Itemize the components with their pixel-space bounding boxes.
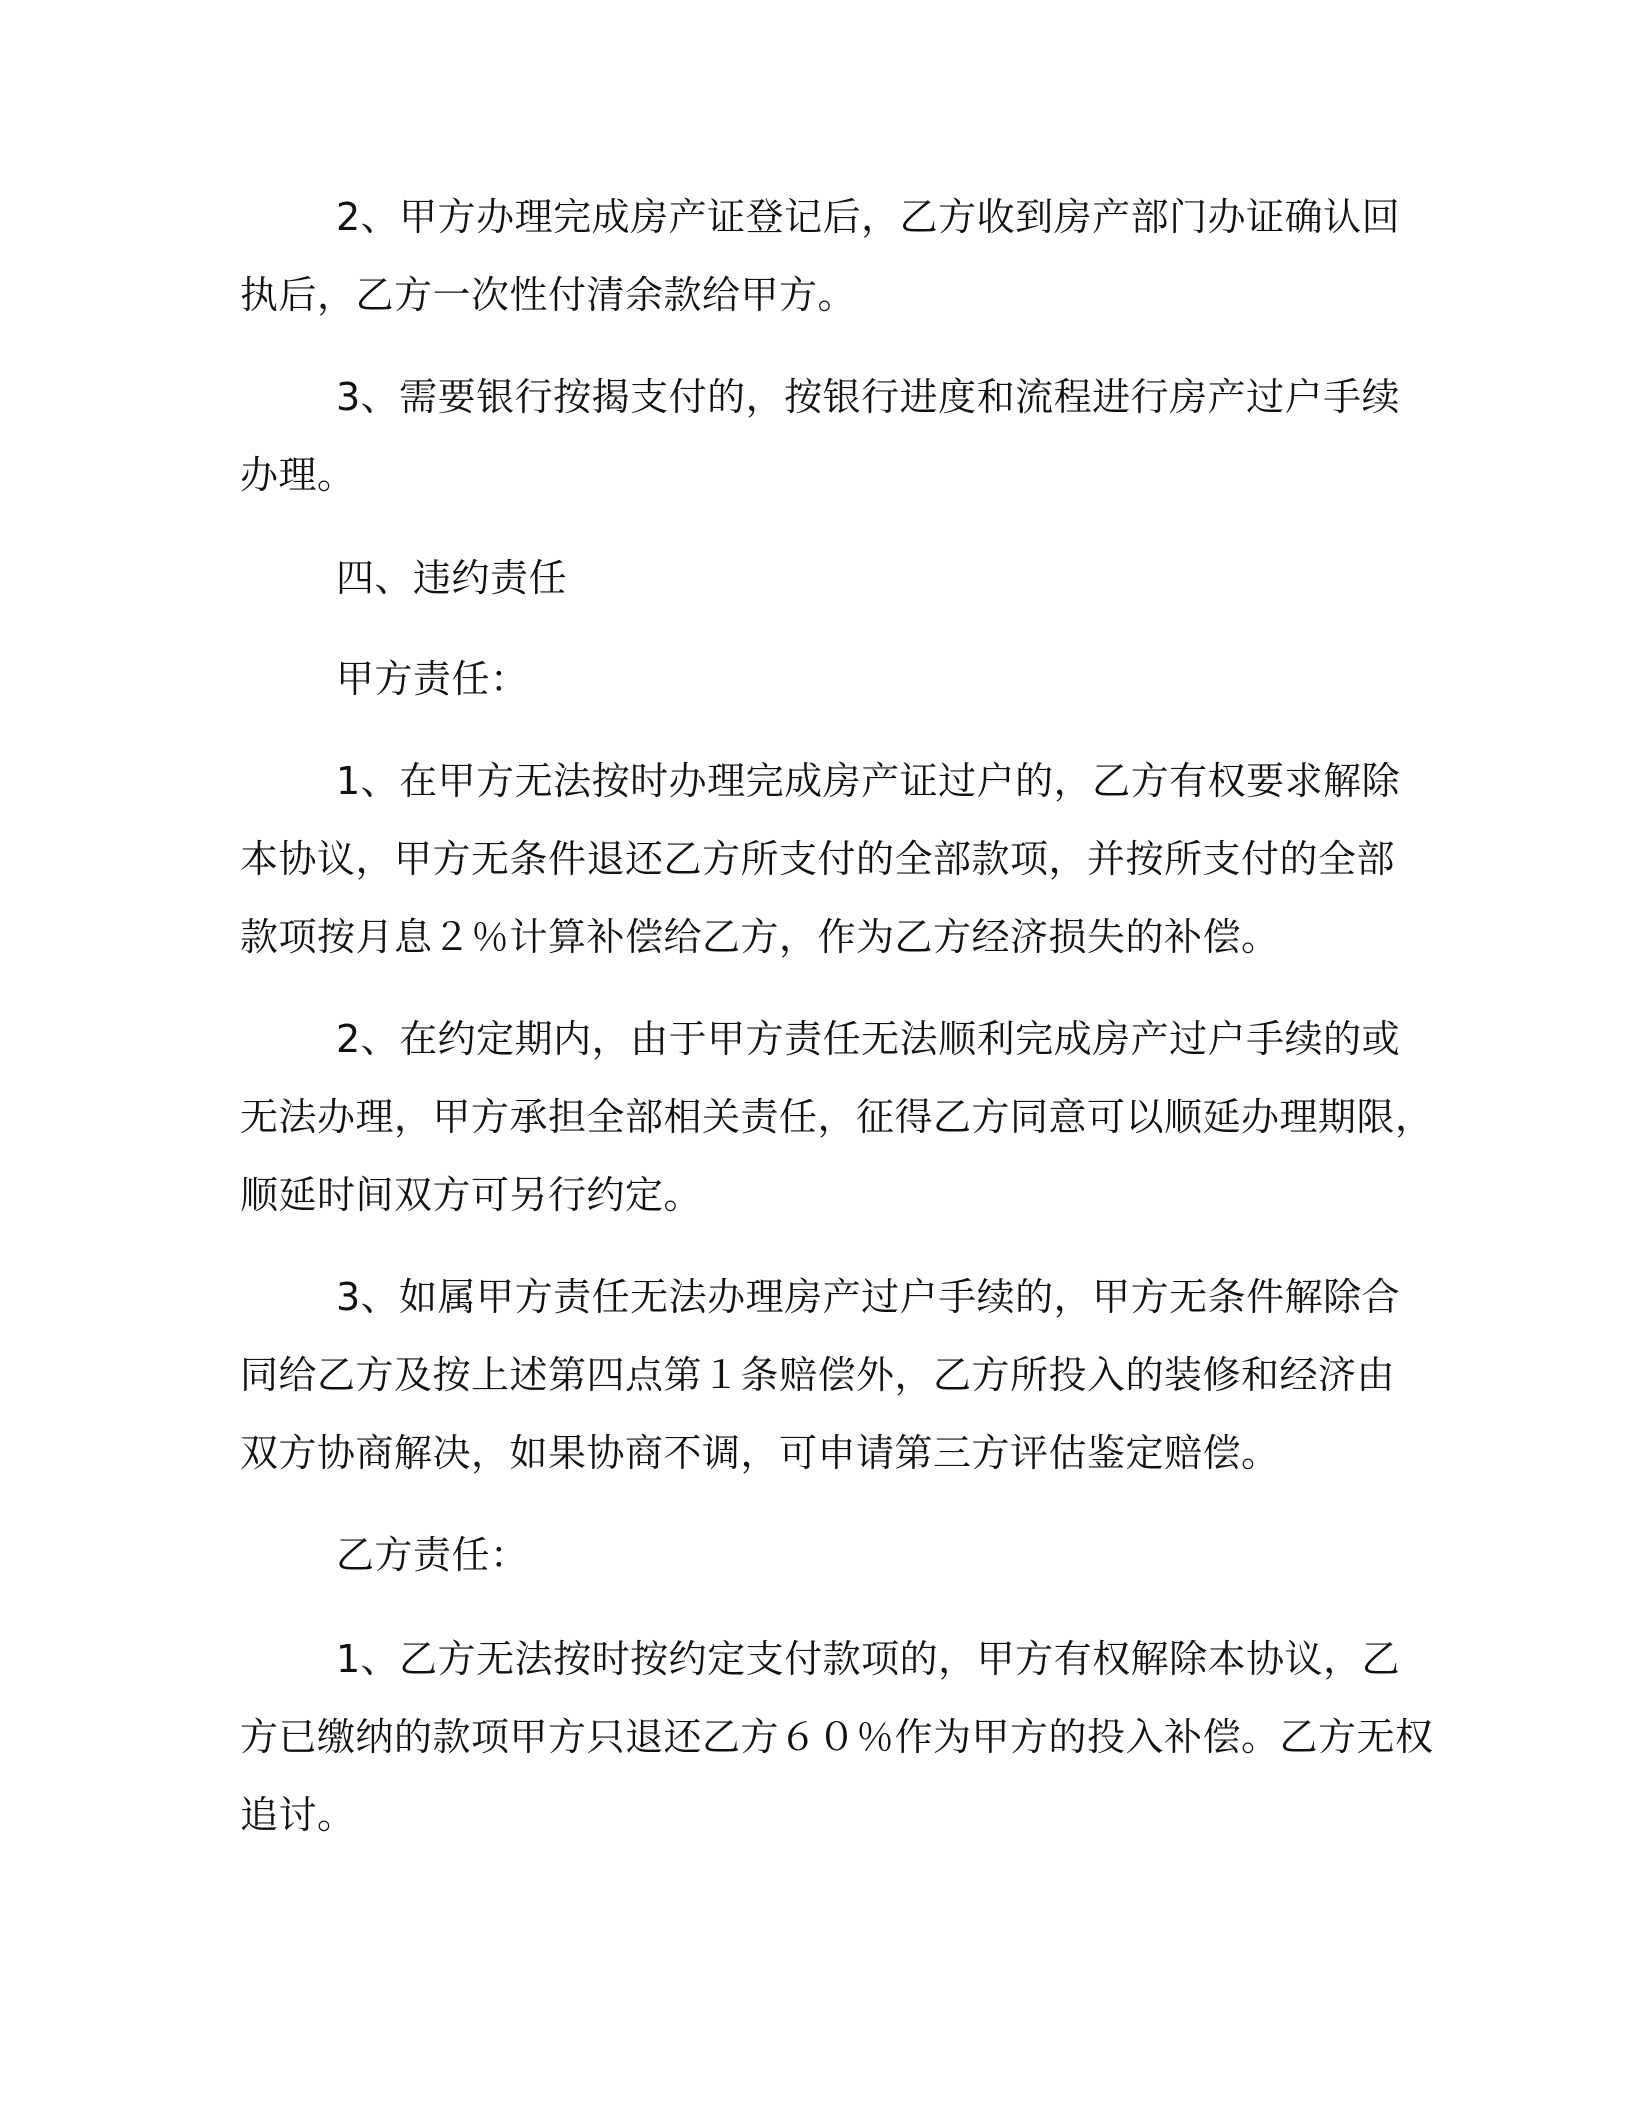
section-heading-breach: 四、违约责任: [336, 556, 568, 600]
party-b-heading: 乙方责任：: [336, 1533, 529, 1577]
clause-2-line-1: 2、甲方办理完成房产证登记后，乙方收到房产部门办证确认回: [336, 195, 1401, 239]
clause-2-line-2: 执后，乙方一次性付清余款给甲方。: [240, 273, 857, 317]
clause-3-line-1: 3、需要银行按揭支付的，按银行进度和流程进行房产过户手续: [336, 375, 1401, 419]
party-a-clause-2-line-3: 顺延时间双方可另行约定。: [240, 1173, 703, 1217]
party-b-clause-1-line-1: 1、乙方无法按时按约定支付款项的，甲方有权解除本协议，乙: [336, 1637, 1401, 1681]
party-a-clause-1-line-3: 款项按月息２％计算补偿给乙方，作为乙方经济损失的补偿。: [240, 915, 1280, 959]
party-b-clause-1-line-3: 追讨。: [240, 1793, 356, 1837]
party-a-clause-1-line-2: 本协议，甲方无条件退还乙方所支付的全部款项，并按所支付的全部: [240, 837, 1396, 881]
party-a-heading: 甲方责任：: [336, 657, 529, 701]
party-a-clause-2-line-1: 2、在约定期内，由于甲方责任无法顺利完成房产过户手续的或: [336, 1017, 1401, 1061]
party-a-clause-3-line-3: 双方协商解决，如果协商不调，可申请第三方评估鉴定赔偿。: [240, 1431, 1280, 1475]
party-a-clause-3-line-2: 同给乙方及按上述第四点第１条赔偿外，乙方所投入的装修和经济由: [240, 1353, 1396, 1397]
clause-3-line-2: 办理。: [240, 453, 356, 497]
party-a-clause-2-line-2: 无法办理，甲方承担全部相关责任，征得乙方同意可以顺延办理期限，: [240, 1095, 1434, 1139]
party-a-clause-3-line-1: 3、如属甲方责任无法办理房产过户手续的，甲方无条件解除合: [336, 1275, 1401, 1319]
party-a-clause-1-line-1: 1、在甲方无法按时办理完成房产证过户的，乙方有权要求解除: [336, 759, 1401, 803]
party-b-clause-1-line-2: 方已缴纳的款项甲方只退还乙方６０％作为甲方的投入补偿。乙方无权: [240, 1715, 1434, 1759]
